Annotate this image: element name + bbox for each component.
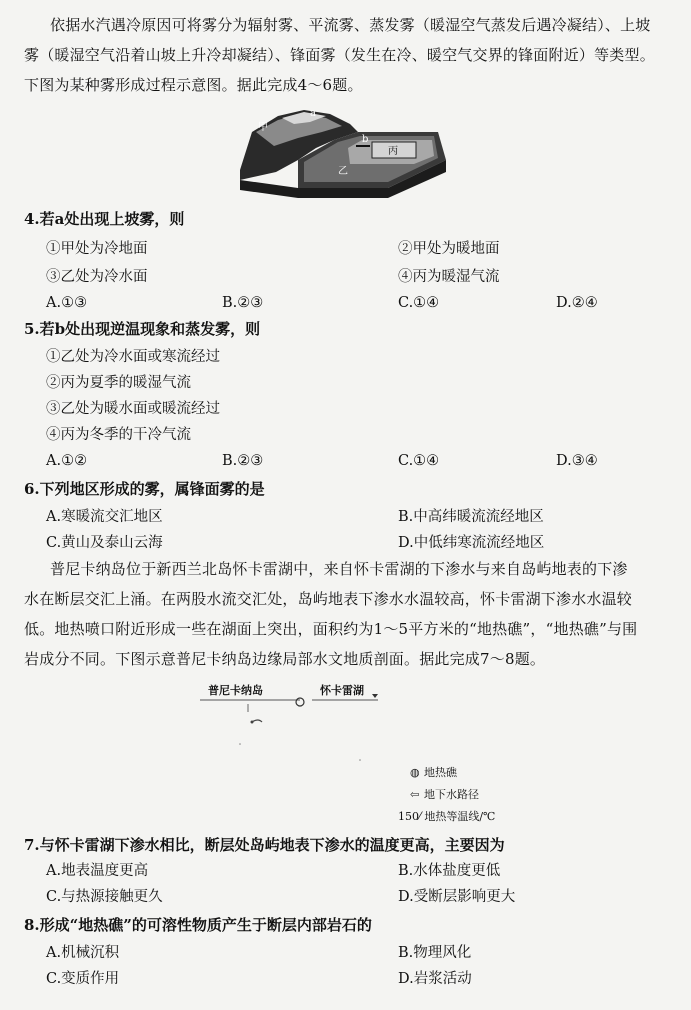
q8-option-b[interactable]: B.物理风化 [398,945,472,961]
arrow-left-icon: ⇦ [410,788,420,801]
q7-option-d[interactable]: D.受断层影响更大 [398,889,516,905]
q7-option-b[interactable]: B.水体盐度更低 [398,863,501,879]
q8-option-c[interactable]: C.变质作用 [46,971,120,987]
intro-line-1: 依据水汽遇冷原因可将雾分为辐射雾、平流雾、蒸发雾（暖湿空气蒸发后遇冷凝结）、上坡 [50,16,651,34]
label-a: a [310,108,316,119]
q5-statement-1: ①乙处为冷水面或寒流经过 [46,349,220,365]
q5-option-c[interactable]: C.①④ [398,453,440,469]
isotherm-value: 150 [398,810,419,823]
q5-statement-4: ④丙为冬季的干冷气流 [46,427,191,443]
island-label: 普尼卡纳岛 [208,684,263,697]
para2-line-1: 普尼卡纳岛位于新西兰北岛怀卡雷湖中，来自怀卡雷湖的下渗水与来自岛屿地表的下渗 [50,560,628,578]
q5-statement-2: ②丙为夏季的暖湿气流 [46,375,191,391]
q7-option-c[interactable]: C.与热源接触更久 [46,889,163,905]
q8-stem: 8.形成“地热礁”的可溶性物质产生于断层内部岩石的 [24,916,372,934]
label-jia: 甲 [258,122,268,133]
q5-option-d[interactable]: D.③④ [556,453,598,469]
legend-isotherm: 150⁄ 地热等温线/℃ [398,810,496,823]
q6-option-c[interactable]: C.黄山及泰山云海 [46,535,163,551]
intro-line-2: 雾（暖湿空气沿着山坡上升冷却凝结）、锋面雾（发生在冷、暖空气交界的锋面附近）等类型。 [24,46,655,64]
fog-formation-diagram [238,102,460,198]
q4-statement-2: ②甲处为暖地面 [398,241,500,257]
q5-stem: 5.若b处出现逆温现象和蒸发雾，则 [24,320,261,338]
q6-option-d[interactable]: D.中低纬寒流流经地区 [398,535,545,551]
q7-stem: 7.与怀卡雷湖下渗水相比，断层处岛屿地表下渗水的温度更高，主要因为 [24,836,505,854]
q8-option-d[interactable]: D.岩浆活动 [398,971,472,987]
q8-option-a[interactable]: A.机械沉积 [46,945,120,961]
intro-line-3: 下图为某种雾形成过程示意图。据此完成4～6题。 [24,76,363,94]
q4-option-b[interactable]: B.②③ [222,295,264,311]
q5-option-a[interactable]: A.①② [46,453,88,469]
q4-stem: 4.若a处出现上坡雾，则 [24,210,185,228]
q4-option-d[interactable]: D.②④ [556,295,598,311]
q6-option-b[interactable]: B.中高纬暖流流经地区 [398,509,544,525]
para2-line-4: 岩成分不同。下图示意普尼卡纳岛边缘局部水文地质剖面。据此完成7～8题。 [24,650,546,668]
q6-option-a[interactable]: A.寒暖流交汇地区 [46,509,163,525]
lake-label: 怀卡雷湖 [320,684,364,697]
legend-path: ⇦ 地下水路径 [410,788,479,801]
q7-option-a[interactable]: A.地表温度更高 [46,863,149,879]
q4-option-a[interactable]: A.①③ [46,295,88,311]
para2-line-2: 水在断层交汇上涌。在两股水流交汇处，岛屿地表下渗水水温较高，怀卡雷湖下渗水水温较 [24,590,633,608]
label-yi: 乙 [338,166,348,177]
legend-reef: ◍ 地热礁 [410,766,457,779]
q4-statement-3: ③乙处为冷水面 [46,269,148,285]
label-bing: 丙 [388,146,398,157]
q4-statement-4: ④丙为暖湿气流 [398,269,500,285]
para2-line-3: 低。地热喷口附近形成一些在湖面上突出，面积约为1～5平方米的“地热礁”，“地热礁”与围 [24,620,638,638]
isotherm-line-icon: ⁄ [419,810,425,823]
reef-symbol-icon: ◍ [410,766,420,779]
q5-statement-3: ③乙处为暖水面或暖流经过 [46,401,220,417]
label-b: b [362,134,369,145]
q6-stem: 6.下列地区形成的雾，属锋面雾的是 [24,480,265,498]
q5-option-b[interactable]: B.②③ [222,453,264,469]
q4-option-c[interactable]: C.①④ [398,295,440,311]
q4-statement-1: ①甲处为冷地面 [46,241,148,257]
